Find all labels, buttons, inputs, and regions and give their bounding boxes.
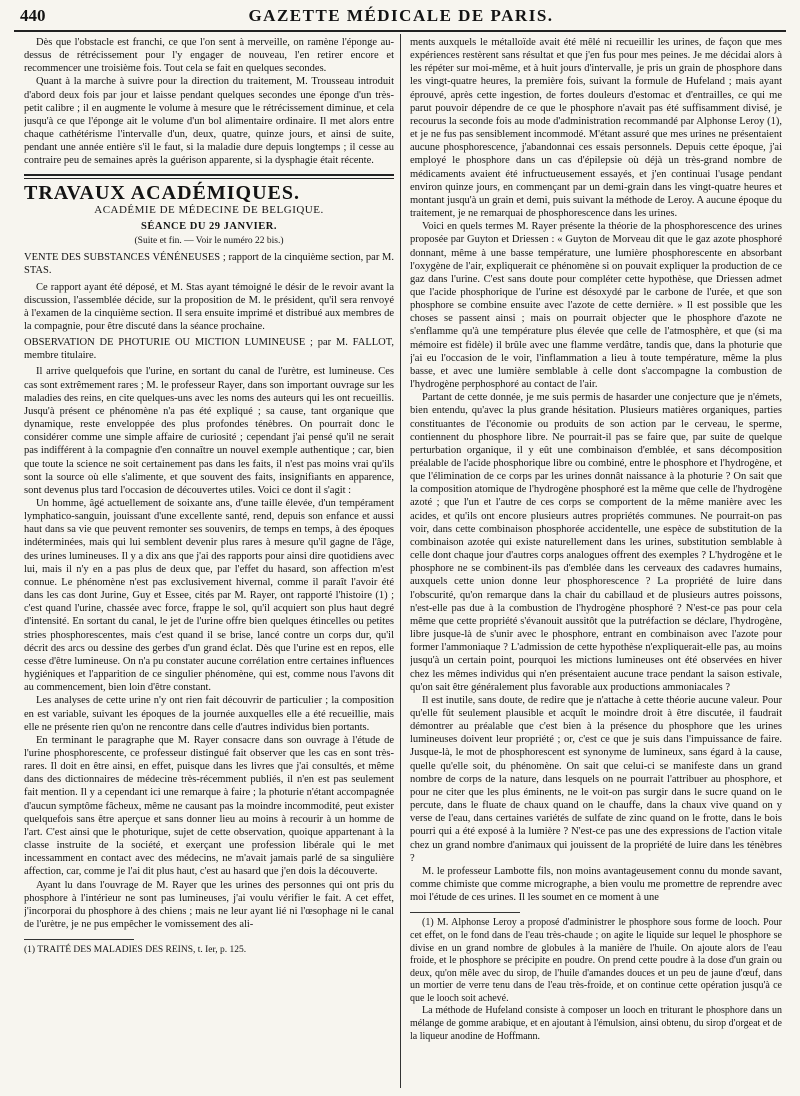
paragraph: Il arrive quelquefois que l'urine, en sortant du canal de l'urètre, est lumineuse. Ces cas sont extrêmement rares ; M. le professeur Rayer, dans son important ouvrage sur les maladies des reins, en cite quelques-uns avec les noms des auteurs qui les ont recueillis. Jusqu'à présent ce phénomène n'a pas été expliqué ; sa cause, tant organique que dynamique, reste enveloppée des plus profondes ténèbres. On pourrait donc le considérer comme une simple affaire de curiosité ; cependant j'ai pensé qu'il ne serait pas indifférent à la compagnie d'en connaître un nouvel exemple authentique ; car, bien que toute la science ne soit certainement pas dans les faits, il n'est pas moins vrai qu'ils sont la source où elle s'alimente, et que souvent des faits, insignifiants en apparence, sont devenus plus tard l'occasion de découvertes utiles. Voici ce dont il s'agit : [24, 366, 394, 496]
footnote-paragraph: La méthode de Hufeland consiste à composer un looch en triturant le phosphore dans un mélange de gomme arabique, et en ajoutant à l'émulsion, ainsi obtenu, du sirop d'orgeat et de la liqueur anodine de Hoffmann. [410, 1005, 782, 1042]
paragraph: Dès que l'obstacle est franchi, ce que l'on sent à merveille, on ramène l'éponge au-dessus de rétrécissement pour l'y engager de nouveau, l'en retirer encore et recommencer une troisième fois. Tout cela se fait en quelques secondes. [24, 37, 394, 75]
observation-heading: OBSERVATION DE PHOTURIE OU MICTION LUMINEUSE ; par M. FALLOT, membre titulaire. [24, 337, 394, 362]
header-rule [14, 30, 786, 32]
academy-heading: ACADÉMIE DE MÉDECINE DE BELGIQUE. [94, 203, 324, 216]
left-column [24, 36, 394, 1088]
section-rule [24, 174, 394, 179]
right-column [410, 36, 782, 1088]
paragraph: Quant à la marche à suivre pour la direction du traitement, M. Trousseau introduit d'abord deux fois par jour et laisse pendant quelques secondes une éponge d'un très-petit calibre ; il en augmente le volume à mesure que le rétrécissement diminue, et cela jusqu'à ce que l'éponge ait le volume d'un bol alimentaire ordinaire. Il met alors entre chaque cathétérisme l'intervalle d'un, deux, quatre, quinze jours, et ainsi de suite, pendant une année entière s'il le faut, si la maladie dure depuis longtemps ; il cesse au contraire peu de semaines après la guérison apparente, si la dysphagie était récente. [24, 76, 394, 167]
paragraph: En terminant le paragraphe que M. Rayer consacre dans son ouvrage à l'étude de l'urine phosphorescente, ce professeur distingué fait observer que les cas en sont très-rares. Il doit en être ainsi, en effet, puisque dans les livres que j'ai consultés, et même dans des dictionnaires de médecine très-récemment publiés, il n'en est pas seulement fait mention. Il y a cependant ici une remarque à faire ; la photurie n'étant accompagnée d'aucun symptôme fâcheux, même ne causant pas la moindre incommodité, peut exister quelquefois sans être aperçue et sans donner lieu au moins à recourir à un homme de l'art. C'est ainsi que le photurique, sujet de cette observation, quoique appartenant à la classe instruite de la société, et exerçant une profession libérale qui le met incessamment en contact avec des médecins, ne m'avait jamais parlé de sa singulière affection, car, comme je l'ai dit plus haut, c'est au hasard que j'en dois la découverte. [24, 734, 394, 878]
footnote: (1) TRAITÉ DES MALADIES DES REINS, t. Ier, p. 125. [24, 945, 247, 956]
journal-title: GAZETTE MÉDICALE DE PARIS. [248, 6, 554, 25]
seance-heading: SÉANCE DU 29 JANVIER. [141, 220, 277, 232]
footnote-rule [24, 939, 134, 940]
continuation-note: (Suite et fin. — Voir le numéro 22 bis.) [134, 236, 284, 247]
column-divider [400, 34, 401, 1088]
paragraph: M. le professeur Lambotte fils, non moins avantageusement connu du monde savant, comme chimiste que comme micrographe, a bien voulu me promettre de reprendre avec moi l'étude de ces urines. Il les soumet en ce moment à une [410, 865, 782, 904]
paragraph: ments auxquels le métalloïde avait été mêlé ni recueillir les urines, de façon que mes expériences restèrent sans résultat et que j'en fus pour mes peines. Je me décidai alors à les répéter sur moi-même, et à huit jours d'intervalle, je pris un grain de phosphore dans les vingt-quatre heures, la première fois, suivant la formule de Hufeland ; mais ayant éprouvé, après cette ingestion, de fortes douleurs d'estomac et d'entrailles, ce qui me parut pouvoir dépendre de ce que le phosphore n'avait pas été suffisamment divisé, je recourus la seconde fois au mode d'administration recommandé par Alphonse Leroy (1), et je ne fus pas sensiblement incommodé. M'étant assuré que mes urines ne présentaient aucune phosphorescence, j'abandonnai ces essais personnels. Depuis cette époque, j'ai employé le phosphore dans un cas d'épilepsie où déjà un très-grand nombre de médicaments avaient été infructueusement essayés, et j'en continuai l'usage pendant environ quinze jours, en commençant par un demi-grain dans les vingt-quatre heures et montant jusqu'à un grain et demi, puis suivant la méthode de Leroy. A aucune époque du traitement, je ne remarquai de phosphorescence dans les urines. [410, 37, 782, 220]
footnote-block [410, 917, 782, 1043]
paragraph: Un homme, âgé actuellement de soixante ans, d'une taille élevée, d'un tempérament lymphatico-sanguin, jouissant d'une excellente santé, rend, depuis son enfance et aussi haut dans sa vie que peuvent remonter ses souvenirs, de temps en temps, à des époques indéterminées, mais qui lui semblent devenir plus rares à mesure qu'il gagne de l'âge, des urines lumineuses. Il y a dix ans que j'ai des rapports pour ainsi dire quotidiens avec lui, mais il n'y en a pas plus de deux que, par l'effet du hasard, son affection m'est connue. Le phénomène n'est pas exclusivement hivernal, comme il paraît l'avoir été dans les cas dont Jurine, Guy et Essee, cités par M. Rayer, ont rapporté l'histoire (1) ; c'est quand l'urine, chassée avec force, frappe le sol, qu'il acquiert son plus haut degré d'intensité. En sortant du canal, le jet de l'urine offre bien quelques étincelles ou petites stries phosphorescentes, mais c'est quand il se brise, lancé contre un corps dur, qu'il décrit des arcs ou dessine des gerbes d'un grand éclat. Dès que l'urine est en repos, elle cesse d'être lumineuse. On n'a pu constater aucune corrélation entre certaines influences hygiéniques et l'apparition de ce singulier phénomène, qui est, comme nous l'avons dit au commencement, bien loin d'être constant. [24, 498, 394, 694]
paragraph: Il est inutile, sans doute, de redire que je n'attache à cette théorie aucune valeur. Pour qu'elle fût seulement plausible et acquît le moindre droit à être discutée, il faudrait démontrer au préalable que c'est bien à la présence du phosphore que les urines lumineuses doivent leur propriété ; or, c'est ce que je suis dans l'impuissance de faire. Jusque-là, le mot de phosphorescent est synonyme de lumineux, sans égard à la cause, quelle qu'elle soit, du phénomène. On sait que celui-ci se manifeste dans un grand nombre de corps de la nature, dans lesquels on ne pourrait l'attribuer au phosphore, et pour ne citer que les plus éminents, ne le voit-on pas surgir dans le sucre quand on le percute, dans le fluate de chaux quand on le chauffe, dans la chaux vive quand on y verse de l'eau, dans certaines variétés de sulfate de zinc quand on le frotte, dans le bois pourri qui a été exposé à la lumière ? N'est-ce pas une des expressions de l'action vitale chez un grand nombre d'animaux qui jouissent de la propriété de luire dans les ténèbres ? [410, 694, 782, 864]
section-title: TRAVAUX ACADÉMIQUES. [24, 181, 300, 204]
paragraph: Les analyses de cette urine n'y ont rien fait découvrir de particulier ; la composition en est variable, suivant les époques de la journée auxquelles elle a été recueillie, mais elle ne présente rien qu'on ne rencontre dans celle d'autres individus bien portants. [24, 695, 394, 733]
paragraph: Ce rapport ayant été déposé, et M. Stas ayant témoigné le désir de le revoir avant la discussion, l'assemblée décide, sur la proposition de M. le président, qu'il sera renvoyé à l'examen de la cinquième section. Il sera ensuite imprimé et distribué aux membres de la compagnie, pour être discuté dans la séance prochaine. [24, 281, 394, 332]
page-number: 440 [20, 6, 46, 25]
paragraph: Ayant lu dans l'ouvrage de M. Rayer que les urines des personnes qui ont pris du phosphore à l'intérieur ne sont pas lumineuses, j'ai voulu vérifier le fait. A cet effet, j'incorporai du phosphore à des chiens ; mais ne leur ayant lié ni l'œsophage ni le canal de l'urètre, je ne pus empêcher le vomissement des ali- [24, 879, 394, 930]
vente-heading: VENTE DES SUBSTANCES VÉNÉNEUSES ; rapport de la cinquième section, par M. STAS. [24, 252, 394, 277]
page-header [20, 4, 782, 30]
footnote-paragraph: (1) M. Alphonse Leroy a proposé d'administrer le phosphore sous forme de looch. Pour cet effet, on le fond dans de l'eau très-chaude ; on agite le liquide sur lequel le phosphore se divise en un grand nombre de globules à la manière de l'huile. On ajoute alors de l'eau froide, et le phosphore se précipite en poudre. On prend cette poudre à la dose d'un grain ou deux, qu'on mêle avec du sirop, de l'huile d'amandes douces et un peu de jaune d'œuf, dans un mortier de verre tenu dans de l'eau très-froide, et on continue cette opération jusqu'à ce que le looch soit achevé. [410, 917, 782, 1004]
paragraph: Voici en quels termes M. Rayer présente la théorie de la phosphorescence des urines proposée par Guyton et Driessen : « Guyton de Morveau dit que le gaz azote phosphoré donnant, même à une basse température, une lumière phosphorescente en absorbant l'oxygène de l'air, expliquerait ce phénomène si on pouvait expliquer la production de ce gaz dans l'urine. C'est sans doute pour compléter cette hypothèse, que Driessen admet que l'acide phosphorique de l'urine est désoxydé par le carbone de l'urée, et que son phosphore se combine ensuite avec l'azote de cette dernière. » Il est possible que les choses se passent ainsi ; mais on pourrait objecter que le phosphore d'azote ne s'enflamme qu'à une température plus élevée que celle de l'atmosphère, et que (si ma mémoire est fidèle) il brûle avec une flamme verdâtre, tandis que, dans la photurie que j'ai eu l'occasion de le voir, l'inflammation a lieu à toute température, même la plus basse, et avec une lumière semblable à celle dont s'accompagne la combustion de l'hydrogène perphosphoré au contact de l'air. [410, 221, 782, 391]
paragraph: Partant de cette donnée, je me suis permis de hasarder une conjecture que je n'émets, bien entendu, qu'avec la plus grande hésitation. Plusieurs matières organiques, parties constituantes de l'économie ou produits de son action par le cerveau, le sperme, contiennent du phosphore libre. Ne pourrait-il pas se faire que, par suite de quelque perturbation organique, il y eût une combinaison d'emblée, et sans décomposition préalable de l'acide phosphorique libre ou combiné, entre le phosphore et l'hydrogène, et que l'élimination de ce corps par les urines donnât naissance à la photurie ? On sait que la composition atomique de l'hydrogène phosphoré est la même que celle de l'hydrogène azoté ; que l'un et l'autre de ces corps se comportent de la même manière avec les acides, et qu'ils ont encore plusieurs autres propriétés communes. Ne pourrait-on pas voir, dans cette combinaison phosphorée accidentelle, une espèce de substitution de la combinaison azotée qui existe naturellement dans les urines, substitution semblable à celle dont chaque jour d'autres corps analogues offrent des exemples ? L'hydrogène et le phosphore ne se combinent-ils pas d'emblée dans les cerveaux des cadavres humains, auxquels cette union donne leur phosphorescence ? La propriété de luire dans l'obscurité, qu'on remarque dans la chair du cabillaud et de plusieurs autres poissons, n'est-elle pas due à la combustion de l'hydrogène phosphoré ? N'est-ce pas pour cela même que cette propriété s'évanouit aussitôt que la putréfaction se déclare, l'hydrogène, libre jusque-là de s'unir avec le phosphore, entrant en combinaison avec l'azote pour former l'ammoniaque ? L'admission de cette hypothèse n'expliquerait-elle pas, au moins jusqu'à un certain point, pourquoi les mictions lumineuses ont été observées en hiver chez les mêmes individus qui n'en présentaient aucune trace pendant la saison estivale, qu'on sait être généralement plus favorable aux productions ammoniacales ? [410, 392, 782, 693]
footnote-rule [410, 912, 520, 913]
